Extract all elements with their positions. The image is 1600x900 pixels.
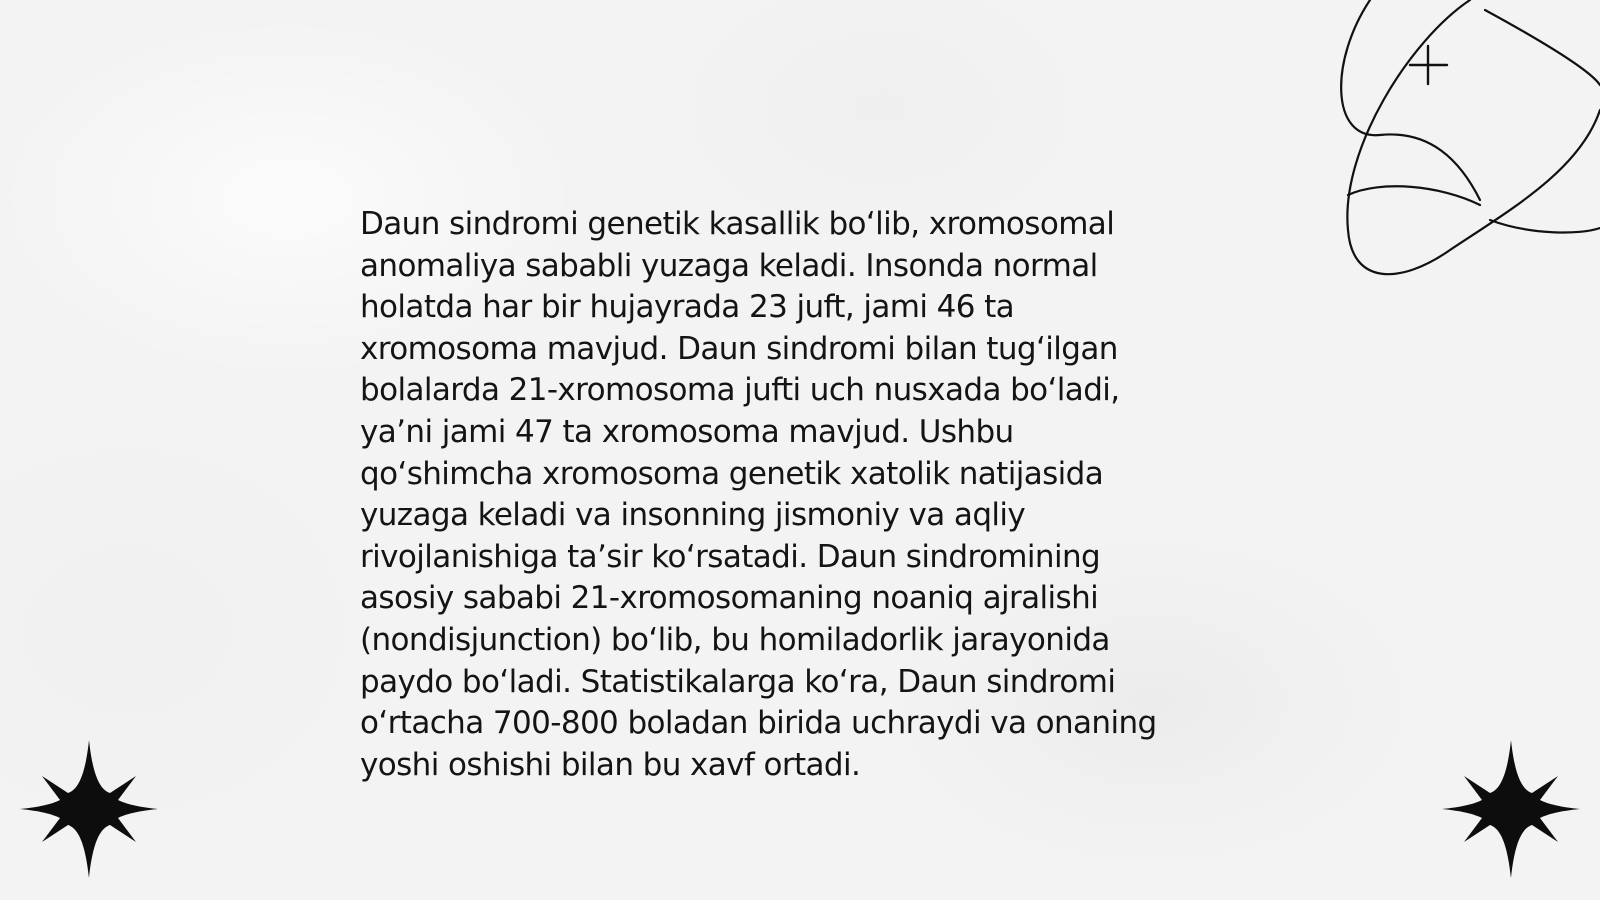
- four-point-star-icon: [18, 738, 160, 880]
- orbit-sparkle-icon: [1340, 0, 1600, 300]
- slide-body-text: Daun sindromi genetik kasallik boʻlib, xromosomal anomaliya sababli yuzaga keladi. Insonda normal holatda har bir hujayrada 23 juft, jami 46 ta xromosoma mavjud. Daun sindromi bilan tugʻilgan bolalarda 21-xromosoma jufti uch nusxada boʻladi, yaʼni jami 47 ta xromosoma mavjud. Ushbu qoʻshimcha xromosoma genetik xatolik natijasida yuzaga keladi va insonning jismoniy va aqliy rivojlanishiga taʼsir koʻrsatadi. Daun sindromining asosiy sababi 21-xromosomaning noaniq ajralishi (nondisjunction) boʻlib, bu homiladorlik jarayonida paydo boʻladi. Statistikalarga koʻra, Daun sindromi oʻrtacha 700-800 boladan birida uchraydi va onaning yoshi oshishi bilan bu xavf ortadi.: [360, 206, 1157, 783]
- four-point-star-icon: [1440, 738, 1582, 880]
